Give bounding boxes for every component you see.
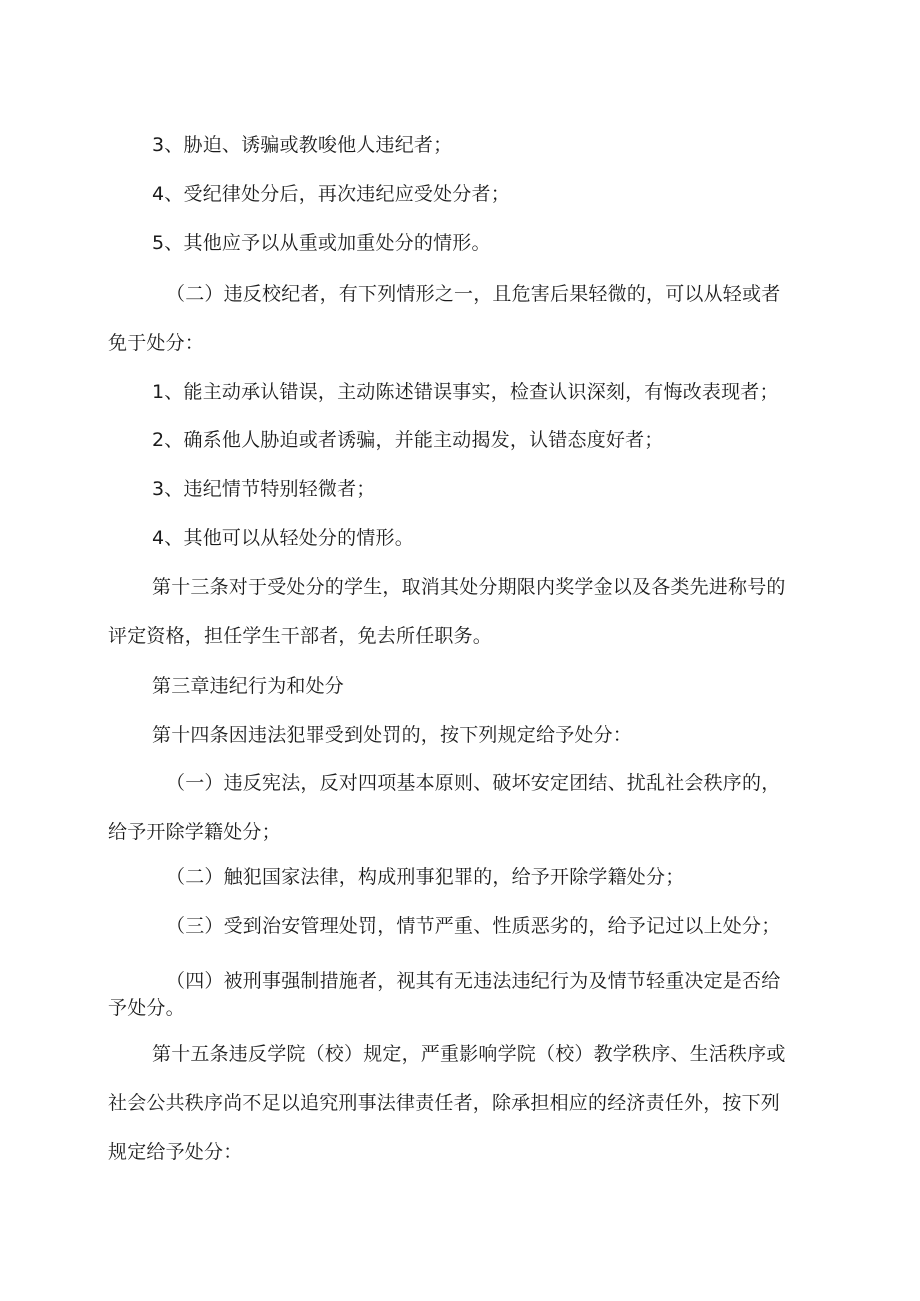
article-15-cont-1: 社会公共秩序尚不足以追究刑事法律责任者，除承担相应的经济责任外，按下列 xyxy=(108,1092,781,1114)
article-14-clause-4-cont: 予处分。 xyxy=(108,997,185,1019)
aggravating-item-5: 5、其他应予以从重或加重处分的情形。 xyxy=(152,232,491,254)
mitigating-item-1: 1、能主动承认错误，主动陈述错误事实，检查认识深刻，有悔改表现者； xyxy=(152,381,779,403)
article-15-cont-2: 规定给予处分： xyxy=(108,1141,243,1163)
article-15: 第十五条违反学院（校）规定，严重影响学院（校）教学秩序、生活秩序或 xyxy=(152,1043,786,1065)
chapter-3-heading: 第三章违纪行为和处分 xyxy=(152,675,345,697)
aggravating-item-4: 4、受纪律处分后，再次违纪应受处分者； xyxy=(152,183,510,205)
article-14-clause-4: （四）被刑事强制措施者，视其有无违法违纪行为及情节轻重决定是否给 xyxy=(166,970,781,992)
mitigating-item-2: 2、确系他人胁迫或者诱骗，并能主动揭发，认错态度好者； xyxy=(152,429,664,451)
mitigating-item-4: 4、其他可以从轻处分的情形。 xyxy=(152,527,414,549)
article-13: 第十三条对于受处分的学生，取消其处分期限内奖学金以及各类先进称号的 xyxy=(152,576,786,598)
article-14-clause-3: （三）受到治安管理处罚，情节严重、性质恶劣的，给予记过以上处分； xyxy=(166,915,781,937)
article-14-clause-2: （二）触犯国家法律，构成刑事犯罪的，给予开除学籍处分； xyxy=(166,866,685,888)
mitigation-clause: （二）违反校纪者，有下列情形之一，且危害后果轻微的，可以从轻或者 xyxy=(166,283,781,305)
article-14: 第十四条因违法犯罪受到处罚的，按下列规定给予处分： xyxy=(152,724,633,746)
mitigation-clause-cont: 免于处分： xyxy=(108,332,205,354)
article-13-cont: 评定资格，担任学生干部者，免去所任职务。 xyxy=(108,625,493,647)
article-14-clause-1-cont: 给予开除学籍处分； xyxy=(108,821,281,843)
aggravating-item-3: 3、胁迫、诱骗或教唆他人违纪者； xyxy=(152,134,453,156)
article-14-clause-1: （一）违反宪法，反对四项基本原则、破坏安定团结、扰乱社会秩序的， xyxy=(166,772,781,794)
mitigating-item-3: 3、违纪情节特别轻微者； xyxy=(152,478,376,500)
